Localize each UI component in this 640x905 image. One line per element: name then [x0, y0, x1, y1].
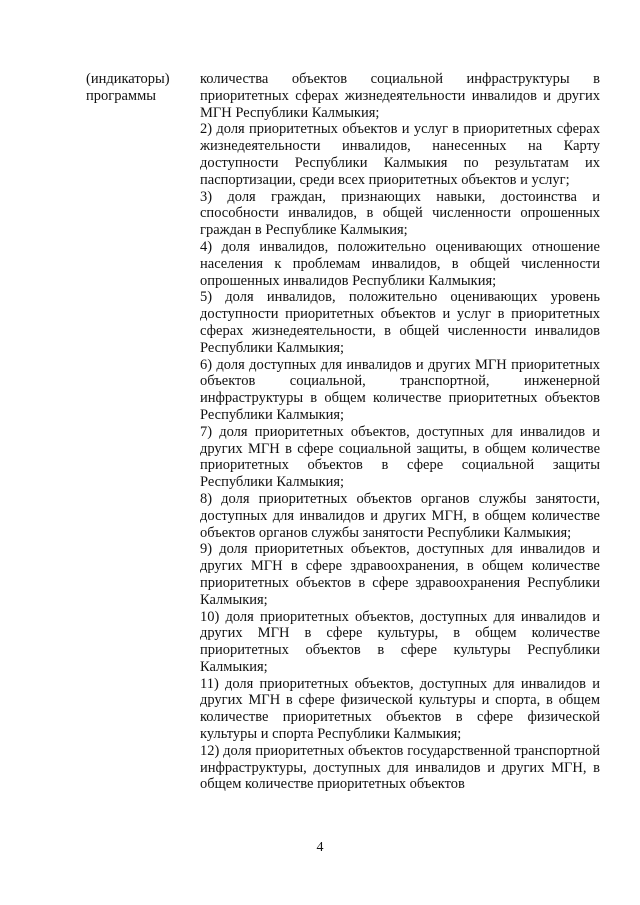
indicator-paragraph: 2) доля приоритетных объектов и услуг в приоритетных сферах жизнедеятельности инвалидов, нанесенных на Карту доступности Республики Калмыкия по результатам их паспортизации, среди всех приоритетных объектов и услуг;: [200, 121, 600, 188]
indicator-list: [200, 71, 600, 793]
indicator-paragraph: 6) доля доступных для инвалидов и других МГН приоритетных объектов социальной, транспортной, инженерной инфраструктуры в общем количестве приоритетных объектов Республики Калмыкия;: [200, 356, 600, 423]
indicator-paragraph: 10) доля приоритетных объектов, доступных для инвалидов и других МГН в сфере культуры, в общем количестве приоритетных объектов в сфере культуры Республики Калмыкия;: [200, 608, 600, 675]
indicator-paragraph: 5) доля инвалидов, положительно оценивающих уровень доступности приоритетных объектов и услуг в приоритетных сферах жизнедеятельности, в общей численности инвалидов Республики Калмыкия;: [200, 289, 600, 356]
table-row: [86, 71, 600, 793]
indicator-paragraph: 7) доля приоритетных объектов, доступных для инвалидов и других МГН в сфере социальной защиты, в общем количестве приоритетных объектов в сфере социальной защиты Республики Калмыкия;: [200, 423, 600, 491]
row-label-line-1: (индикаторы): [86, 71, 170, 87]
indicator-paragraph: 3) доля граждан, признающих навыки, достоинства и способности инвалидов, в общей численности опрошенных граждан в Республике Калмыкия;: [200, 188, 600, 239]
page-number: 4: [316, 840, 324, 855]
indicator-paragraph: 11) доля приоритетных объектов, доступных для инвалидов и других МГН в сфере физической культуры и спорта, в общем количестве приоритетных объектов в сфере физической культуры и спорта Республики Калмыкия;: [200, 675, 600, 743]
row-label-line-2: программы: [86, 87, 156, 104]
indicator-paragraph: 12) доля приоритетных объектов государственной транспортной инфраструктуры, доступных для инвалидов и других МГН, в общем количестве приоритетных объектов: [200, 742, 600, 793]
indicator-paragraph: 4) доля инвалидов, положительно оценивающих отношение населения к проблемам инвалидов, в общей численности опрошенных инвалидов Республики Калмыкия;: [200, 238, 600, 289]
indicator-paragraph: количества объектов социальной инфраструктуры в приоритетных сферах жизнедеятельности инвалидов и других МГН Республики Калмыкия;: [200, 71, 600, 121]
row-label: [86, 71, 200, 793]
indicator-paragraph: 9) доля приоритетных объектов, доступных для инвалидов и других МГН в сфере здравоохранения, в общем количестве приоритетных объектов в сфере здравоохранения Республики Калмыкия;: [200, 541, 600, 608]
indicator-paragraph: 8) доля приоритетных объектов органов службы занятости, доступных для инвалидов и других МГН, в общем количестве объектов органов службы занятости Республики Калмыкия;: [200, 490, 600, 541]
